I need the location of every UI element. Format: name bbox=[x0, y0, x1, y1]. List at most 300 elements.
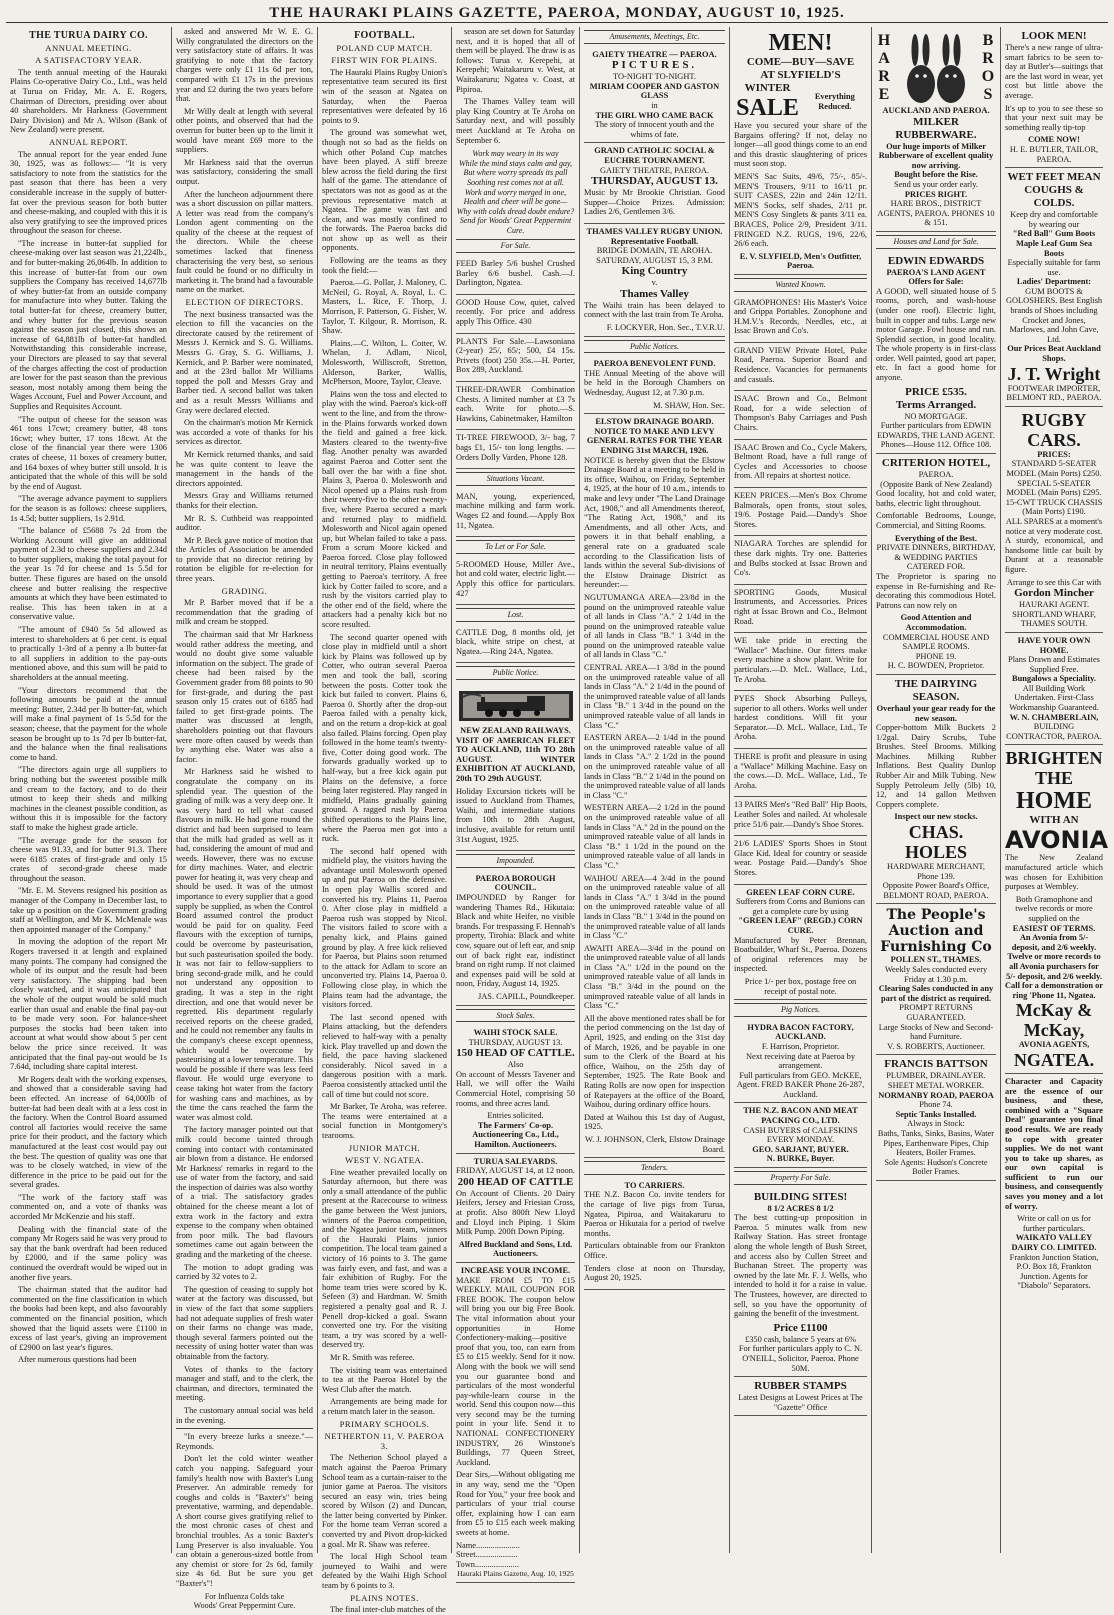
divider bbox=[176, 1428, 313, 1429]
article-subhead: ELECTION OF DIRECTORS. bbox=[185, 297, 304, 308]
ad-title: RUBBER STAMPS bbox=[754, 1380, 847, 1393]
ad-headline: PICTURES. bbox=[611, 59, 698, 72]
ad-merchant: J. T. Wright bbox=[1007, 363, 1101, 384]
ad-date: FRIDAY, AUGUST 14, at 12 noon. bbox=[456, 1166, 575, 1176]
ad-merchant: CHAS. HOLES bbox=[904, 822, 968, 863]
ad-sale: SALE bbox=[736, 95, 799, 121]
public-notice bbox=[584, 414, 725, 1158]
ad-phone: PHONE 19. bbox=[915, 651, 957, 661]
hare-bros-ad bbox=[876, 27, 996, 232]
ad-proprietor: F. Harrison, Proprietor. bbox=[761, 1041, 840, 1051]
ad-title: GRAND CATHOLIC SOCIAL & EUCHRE TOURNAMENT. bbox=[594, 146, 715, 165]
ad-title: INCREASE YOUR INCOME. bbox=[460, 1265, 571, 1275]
ad-title: LOOK MEN! bbox=[1021, 30, 1087, 42]
ad-cta: Call for a demonstration or ring 'Phone 11, Ngatea. bbox=[1005, 981, 1104, 1000]
paragraph: The Hauraki Plains Rugby Union's representative team secured its first win of the season at Ngatea on Saturday, when the Paeroa representatives were defeated by 16 points to 9. bbox=[322, 67, 447, 125]
ad-title: WET FEET MEAN COUGHS & COLDS. bbox=[1007, 171, 1101, 210]
public-notice bbox=[584, 356, 725, 414]
masthead-text: THE HAURAKI PLAINS GAZETTE, PAEROA, MONDAY, AUGUST 10, 1925. bbox=[269, 5, 845, 21]
ad-title: GREEN LEAF CORN CURE. bbox=[746, 887, 855, 897]
classified-category: Property For Sale. bbox=[734, 1171, 867, 1185]
classified-category: Lost. bbox=[456, 608, 575, 622]
ad-body: GUM BOOTS & GOLOSHERS. Best English brands of Shoes including Crocket and Jones, Marlowes, and John Cave, Ltd. bbox=[1005, 286, 1103, 344]
ad-opposite: Opposite Power Board's Office, bbox=[882, 881, 990, 891]
ad-offer: Twelve or more records to all Avonia purchasers for 5/- deposit, and 2/6 weekly. bbox=[1006, 952, 1102, 981]
notice-title: ELSTOW DRAINAGE BOARD. bbox=[595, 417, 714, 427]
paragraph: Arrangements are being made for a return match later in the season. bbox=[322, 1397, 447, 1416]
ad-highlight: Everything of the Best. bbox=[895, 533, 977, 543]
ad-highlight: Bungalows a Speciality. bbox=[1012, 674, 1096, 684]
ad-text: NIAGARA Torches are splendid for these dark nights. Try one. Batteries and Bulbs stocked at Issac Brown and Co's. bbox=[734, 539, 867, 578]
ad-body: Our huge imports of Milker Rubberware of excellent quality now arriving. bbox=[878, 141, 994, 170]
sale-word-group bbox=[736, 82, 799, 121]
ad-text: GRAMOPHONES! His Master's Voice and Grippa Portables. Zonophone and H.M.V.'s Records, Needles, etc., at Issac Brown and Co's. bbox=[734, 297, 867, 336]
paragraph: "Mr. E. M. Stevens resigned his position as manager of the Company in December last, to take up a position on the Government grading staff at Wellington, and Mr K. McMenale was then appointed manager of the Company." bbox=[10, 886, 167, 934]
paragraph: "The balance of £5688 7s 2d from the Working Account will give an additional payment of 2.3d to cheese suppliers and 2.34d to butter suppliers, making the total payout for the year 1s 7d for cheese and 1s 5.5d for butter. These figures are based on the unsold cheese and butter realising the respective amounts at which they have been estimated to realise. This has been taken in at a conservative value. bbox=[10, 526, 167, 622]
ad-highlight: Our Prices Beat Auckland Shops. bbox=[1007, 344, 1101, 364]
notice-body: Tenders close at noon on Thursday, August 20, 1925. bbox=[584, 1263, 725, 1283]
car-ad bbox=[1005, 407, 1103, 633]
ad-title: HOME bbox=[1016, 788, 1092, 815]
ad-body: Especially suitable for farm use. bbox=[1007, 258, 1101, 277]
ad-terms: Terms Arranged. bbox=[895, 398, 977, 411]
ad-price: PRICE £535. bbox=[905, 385, 967, 398]
ad-town: PAEROA. bbox=[918, 470, 954, 480]
paragraph: "The directors again urge all suppliers to bring nothing but the sweetest possible milk and cream to the factory, and to do their utmost to keep their sheds and milking machines in the cleanest possible condition, as without this it is impossible for the factory staff to make the highest grade article. bbox=[10, 765, 167, 832]
paragraph: Mr Willy dealt at length with several other points, and observed that had the overrun for butter been up to the limit it would have meant £69 more to the suppliers. bbox=[176, 106, 313, 155]
ad-body: Don't let the cold winter weather catch you napping. Safeguard your family's health now with Baxter's Lung Preserver. An admirable remedy for coughs and colds is "Baxter's" being preventative, warming, and dependable. A short course gives gratifying relief to the most chronic cases of chest and bronchial troubles. As a tonic Baxter's Lung Preserver is also invaluable. You can obtain a generous-sized bottle from any chemist or store for 2s 6d, family size 4s 6d. But be sure you get "Baxter's"! bbox=[176, 1454, 313, 1589]
paragraph: In moving the adoption of the report Mr Rogers traversed it at length and explained many points. The company had consigned the whole of its output and the result had been very satisfactory. The shipping had been closely watched, and it was anticipated that the whole of the output would be sold much earlier than usual and enable the final pay-out to be made very soon. For balance-sheet purposes the stocks had been taken into account at what would show about 5 per cent below the price since received. It was anticipated that the final pay-out would be 1s 7.64d, including share capital interest. bbox=[10, 937, 167, 1072]
ad-headline: 200 HEAD OF CATTLE bbox=[457, 1175, 574, 1188]
classified-ad bbox=[734, 295, 867, 343]
coupon-footer: Hauraki Plains Gazette, Aug. 10, 1925 bbox=[457, 1569, 574, 1579]
auction-ad bbox=[876, 904, 996, 1055]
ad-acres: 8 1/2 ACRES 8 1/2 bbox=[767, 1203, 834, 1213]
classified-category: Tenders. bbox=[584, 1161, 725, 1175]
ad-subtitle: Overhaul your gear ready for the new season. bbox=[876, 703, 996, 723]
ad-body: Baths, Tanks, Sinks, Basins, Water Pipes, Earthenware Pipes, Chip Heaters, Boiler Frames. bbox=[877, 1128, 995, 1158]
classified-ad bbox=[734, 797, 867, 836]
paragraph: Fine weather prevailed locally on Saturday afternoon, but there was only a small attendance of the public present at the Racecourse to witness the game between the West juniors, winners of the Paeroa competition, and the Ngatea junior team, winners of the Hauraki Plains junior competition. The local team gained a victory of 16 points to 3. The game was fairly even, and fast, and was a fair exhibition of Rugby. For the home team tries were scored by K. Sefeen (3) and Hardman. W. Smith registered a penalty goal and R. J. Penell drop-kicked a goal. Swann converted one try. For the visiting team, a try was scored by a well-deserved try. bbox=[322, 1167, 447, 1350]
ad-headline: Representative Football. bbox=[610, 236, 699, 246]
classified-ad bbox=[734, 488, 867, 536]
ad-title: WAIHI STOCK SALE. bbox=[473, 1028, 558, 1038]
classified-ad bbox=[734, 836, 867, 884]
ad-date: THURSDAY, AUGUST 13. bbox=[591, 175, 718, 188]
paragraph: The visiting team was entertained to tea at the Paeroa Hotel by the West Club after the match. bbox=[322, 1365, 447, 1394]
ad-body: Large Stocks of New and Second-hand Furniture. bbox=[878, 1022, 994, 1042]
column-2 bbox=[172, 27, 318, 1611]
coupon-name-field: Name..................... bbox=[456, 1540, 520, 1550]
ad-body: It's up to you to see these so that your next suit may be something really tip-top bbox=[1005, 103, 1103, 132]
classified-ad bbox=[734, 749, 867, 797]
classified-ad bbox=[456, 382, 575, 430]
notice-dated: Dated at Waihou this 1st day of August, 1925. bbox=[584, 1112, 725, 1132]
paragraph: The final inter-club matches of the bbox=[330, 1605, 446, 1615]
plumber-ad bbox=[876, 1055, 996, 1181]
paragraph: Mr Harkness said that the overrun was satisfactory, considering the small output. bbox=[176, 157, 313, 186]
paragraph: "The average advance payment to suppliers for the season is as follows: cheese suppliers, 1s 4.5d; butter suppliers, 1s 2.91d. bbox=[10, 494, 167, 523]
paragraph: Mr P. Barber moved that if be a recommendation that the grading of milk and cream be stopped. bbox=[176, 598, 313, 627]
ad-address: HAURAKI AGENT. SHORTLAND WHARF, THAMES SOUTH. bbox=[1012, 600, 1096, 629]
ad-body: ALL SPARES at a moment's notice at very moderate cost. bbox=[1005, 516, 1103, 536]
notice-body: NOTICE is hereby given that the Elstow Drainage Board at a meeting to be held in its office, Waihou, on Friday, September 4, 1925, at the hour of 10 a.m., intends to make and levy under "The Land Drainage Act, 1908," and all Amendments thereof, "The Rating Act, 1908," and its Amendments, and all other Acts, and powers it in that behalf enabling, a general rate on a graduated scale according to the Classification lists of lands within the several Sub-divisions of the Elstow Drainage District as hereunder:— bbox=[584, 455, 725, 590]
notice-rate: WAIHOU AREA—4 3/4d in the pound on the unimproved rateable value of all lands in Class "A." 1 3/4d in the pound on the unimproved rateable value of all lands in Class "B." 1 3/4d in the pound on the unimproved rateable value of all lands in Class "C." bbox=[584, 873, 725, 941]
classified-category: Impounded. bbox=[456, 854, 575, 868]
hardware-ad bbox=[876, 675, 996, 905]
land-agent-ad bbox=[876, 252, 996, 455]
paragraph: The second half opened with midfield play, the visitors having the advantage until Molesworth opened up and put Paeroa on the defensive. In open play Wallis scored and converted his try. Plains 11, Paeroa 0. After close play in midfield a Paeroa rush was stopped by Nicol. The visitors failed to score with a penalty kick, and Plains gained ground by play. A free kick relieved for Paeroa, but Plains soon returned to the attack for Adlam to score an unconverted try. Plains 14, Paeroa 0. Following close play, in which the Plains team had the advantage, the visitors forced. bbox=[322, 846, 447, 1010]
paragraph: The Netherton School played a match against the Paeroa Primary School team as a curtain-raiser to the junior game at Paeroa. The visitors secured an easy win, tries being scored by Wilson (2) and Duncan, the latter being converted by Pinker. For the home team Verran scored a converted try and Pivott drop-kicked a goal. Mr R. Shaw was referee. bbox=[322, 1453, 447, 1549]
ad-body: There's a new range of ultra-smart fabrics to be seen to-day at Butler's—suitings that are the last word in wear, yet cost but little above the average. bbox=[1005, 43, 1103, 100]
ad-signature: F. LOCKYER, Hon. Sec., T.V.R.U. bbox=[606, 323, 725, 333]
ad-title: THE DAIRYING SEASON. bbox=[894, 677, 978, 703]
ad-body: Clearing Sales conducted in any part of the district as required. bbox=[878, 984, 994, 1003]
tender-notice bbox=[584, 1178, 725, 1290]
ad-cast: MIRIAM COOPER AND GASTON GLASS bbox=[589, 81, 720, 101]
ad-winter: WINTER bbox=[744, 82, 791, 94]
ad-mortgage: NO MORTGAGE. bbox=[904, 411, 968, 421]
ad-price-list: STANDARD 5-SEATER MODEL (Main Ports) £250. SPECIAL 5-SEATER MODEL (Main Ports) £295. 15-CWT TRUCK CHASSIS (Main Ports) £190. bbox=[1005, 459, 1103, 517]
notice-body: THE N.Z. Bacon Co. invite tenders for the cartage of live pigs from Turua, Ngatea, Pipiroa, and Waitakaruru to Paeroa or Hikutaia for a period of twelve months. bbox=[584, 1190, 725, 1238]
notice-title: PAEROA BOROUGH COUNCIL. bbox=[475, 873, 556, 893]
paragraph: Mr R. Smith was referee. bbox=[330, 1352, 415, 1362]
ad-body: Have you secured your share of the Bargains offering? If not, delay no longer—all good things come to an end and this drastic slaughtering of prices must soon stop. bbox=[734, 121, 867, 169]
paragraph: "The output of cheese for the season was 461 tons 17cwt; creamery butter, 48 tons 16cwt; whey butter, 17 tons 18cwt. At the close of the financial year there were 1306 crates of cheese, 11 boxes of creamery butter, and 164 boxes of whey butter still unsold. It is anticipated that the whole of this will be sold by the end of August. bbox=[10, 414, 167, 491]
paragraph: The factory manager pointed out that milk could become tainted through coming into contact with contaminated air blown from a distance. He endorsed Mr Harkness' remarks in regard to the use of water from the factory, and said the inspection of dairies was also worthy of a trial. The satisfactory grades obtained for the cheese meant a lot of extra work in the factory and extra expense to the company when obtained from poor milk. The bad flavours sometimes came out again between the grading and the marketing of the cheese. bbox=[176, 1125, 313, 1260]
ad-merchant: W. N. CHAMBERLAIN, bbox=[1009, 712, 1099, 722]
notice-title: NEW ZEALAND RAILWAYS. bbox=[460, 726, 571, 736]
ad-merchant-type: HARDWARE MERCHANT, bbox=[886, 862, 985, 872]
ad-body: Plans Drawn and Estimates Supplied Free. bbox=[1008, 655, 1100, 674]
paragraph: asked and answered Mr W. E. G. Willy congratulated the directors on the very satisfactory state of affairs. It was gratifying to note that the factory charges were only £1 11s 6d per ton, compared with £1 17s in the previous year and £2 during the two years before that. bbox=[176, 27, 313, 104]
impound-notice bbox=[456, 871, 575, 1006]
ad-text: 21/6 LADIES' Sports Shoes in Stout Glace Kid. Ideal for country or seaside wear. Postage Paid.—Dandy's Shoe Stores. bbox=[734, 839, 867, 877]
ad-body: Sufferers from Corns and Bunions can get a complete cure by using bbox=[736, 897, 865, 916]
ad-body: The best cutting-up proposition in Paeroa. 5 minutes walk from new Railway Station. Has street frontage along the whole length of Bush Street, and access also by Cullen Street and Buchanan Street. The property was owned by the late Mr. F. J. Wells, who intended to hold it for a raise in value. The Trustees, however, are directed to sell, so you have the opportunity of gaining the benefit of the investment. bbox=[734, 1213, 867, 1319]
ad-entries: Entries solicited. bbox=[487, 1111, 544, 1121]
paragraph: After numerous questions had been bbox=[18, 1355, 137, 1365]
ad-tonight: TO-NIGHT TO-NIGHT. bbox=[613, 72, 696, 82]
coupon-town-field: Town..................... bbox=[456, 1559, 519, 1569]
social-ad bbox=[584, 143, 725, 224]
ad-title: CRITERION HOTEL, bbox=[881, 457, 991, 470]
notice-headline: VISIT OF AMERICAN FLEET TO AUCKLAND, 11th TO 28th AUGUST. WINTER EXHIBITION AT AUCKLAND, 20th TO 29th AUGUST. bbox=[456, 735, 575, 784]
ad-body: A GOOD, well situated house of 5 rooms, porch, and wash-house (under one roof). Electric light, built in copper and tubs. Large new motor Garage. Fowl house and run. Splendid section, in good locality. The whole property is in first-class order. Well painted, good art paper, etc. In fact a good home for anyone. bbox=[876, 286, 996, 383]
ad-body: Music by Mr Brookie Christian. Good Supper—Choice Prizes. Admission: Ladies 2/6, Gentlemen 3/6. bbox=[584, 188, 725, 217]
paragraph: "The average grade for the season for cheese was 91.33, and for butter 91.3. There were 6185 crates of first-grade and only 15 crates of second-grade cheese made throughout the season. bbox=[10, 835, 167, 883]
ad-body: The Waihi train has been delayed to connect with the last train from Te Aroha. bbox=[584, 300, 725, 320]
paragraph: Plains.—C. Wilton, L. Cotter, W. Whelan, J. Adlam, Nicol, Molesworth, Williscroft, Stretton, Alderson, Barker, Wallis, McPherson, Moore, Taylor, Cleave. bbox=[322, 338, 447, 387]
paragraph: The next business transacted was the election to fill the vacancies on the directorate caused by the retirement of Messrs J. Kernick and S. G. Williams. Messrs G. Gray, S. G. Williams, J. Kernick, and P. Barber were nominated, and at the 23rd ballot Mr Williams topped the poll and Messrs Gray and Barber tied. A second ballot was taken and as a result Messrs Williams and Gray were declared elected. bbox=[176, 309, 313, 415]
classified-ad bbox=[456, 489, 575, 537]
slyfield-ad bbox=[734, 27, 867, 275]
ad-text: ISAAC Brown and Co., Belmont Road, for a wide selection of Thompson's Baby Carriages and Push Chairs. bbox=[734, 394, 867, 433]
paragraph: "The work of the factory staff was commented on, and a vote of thanks was accorded Mr McKenzie and his staff. bbox=[10, 1192, 167, 1222]
ad-text: FEED Barley 5/6 bushel Crushed Barley 6/6 bushel. Cash.—J. Darlington, Ngatea. bbox=[456, 259, 575, 288]
ad-text: 5-ROOMED House, Miller Ave., hot and cold water, electric light.—Apply this office for particulars. 427 bbox=[456, 559, 575, 598]
ad-prices: PRICES RIGHT. bbox=[904, 189, 968, 199]
ad-address: BELMONT ROAD, PAEROA. bbox=[883, 890, 989, 900]
columns bbox=[6, 27, 1109, 1615]
ad-title: FRANCIS BATTSON bbox=[884, 1058, 988, 1071]
paragraph: The Thames Valley team will play King Country at Te Aroha on Saturday next, and will possibly meet Auckland at Te Aroha on September 6. bbox=[456, 97, 575, 145]
column-6 bbox=[730, 27, 872, 1553]
ad-date: SATURDAY, AUGUST 15, 3 P.M. bbox=[596, 255, 713, 265]
ad-body: A sturdy, economical, and handsome little car built by Durant at a reasonable figure. bbox=[1005, 536, 1103, 574]
paragraph: Messrs Gray and Williams returned thanks for their election. bbox=[176, 491, 313, 510]
classified-ad bbox=[734, 633, 867, 691]
notice-body: THE Annual Meeting of the above will be held in the Borough Chambers on Wednesday, August 12, at 7.30 p.m. bbox=[584, 368, 725, 398]
classified-category: Houses and Land for Sale. bbox=[876, 235, 996, 249]
ad-list: MEN'S Sac Suits, 49/6, 75/-, 85/-. MEN'S Trousers, 9/11 to 16/11 pr. SUIT CASES, 22in and 24in 12/11. MEN'S Socks, self shades, 2/11 pr. MEN'S Cosy Singlets & pants 3/11 ea. BRACES, Police 2/9, President 3/11. FRINGED N.Z. RUGS, 19/6, 22/6, 26/6 each. bbox=[734, 171, 867, 249]
paragraph: "The amount of £940 5s 5d allowed as interest to shareholders at 6 per cent. is equal to practically 1-3rd of a penny a lb butter-fat to all suppliers in addition to the pay-outs mentioned above, and this sum will be paid to shareholders at the annual meeting. bbox=[10, 625, 167, 682]
article-subhead: NETHERTON 11, V. PAEROA 3. bbox=[324, 1431, 445, 1451]
ad-team: Thames Valley bbox=[620, 287, 689, 300]
ad-town: NGATEA. bbox=[1013, 1049, 1095, 1070]
ad-signature: GEO. SARJANT, BUYER. bbox=[752, 1144, 849, 1154]
paragraph: Dealing with the financial state of the company Mr Rogers said he was very proud to say that the bank overdraft had been reduced by £2000, and if the same policy was continued the overdraft would be wiped out in another five years. bbox=[10, 1224, 167, 1282]
coupon-ad bbox=[456, 1263, 575, 1583]
ad-also: Also bbox=[507, 1060, 524, 1070]
paragraph: Mr Rogers dealt with the working expenses, and showed that a considerable saving had been effected. An increase of 64,000lb of butter-fat had been dealt with at a less cost in the factory. When the Control Board assumed control all factories would receive the same price for their product, and the factory which manufactured at the least cost would pay out the best. The question of quality was one that was to be closely watched, in view of the difference in the price to be paid out for the several grades. bbox=[10, 1074, 167, 1190]
ad-body: Sole Agents: Hudson's Concrete Boiler Frames. bbox=[884, 1157, 988, 1177]
logo-bros-letters: BROS bbox=[981, 32, 995, 103]
masthead bbox=[6, 4, 1108, 23]
classified-category: Public Notice. bbox=[456, 666, 575, 680]
ad-text: WE take pride in erecting the "Wallace" Machine. Our fitters make every machine a show plant. Write for particulars.—D. McL. Wallace, Ltd., Te Aroha. bbox=[734, 636, 867, 684]
ad-text: SPORTING Goods, Musical Instruments, and Accessories. Prices right at Issac Brown and Co., Belmont Road. bbox=[734, 587, 867, 626]
ad-text: THREE-DRAWER Combination Chests. A limited number at £3 7s each. Write for photo.—S. Hawkins, Cabinetmaker, Hamilton bbox=[456, 385, 575, 423]
ad-film: THE GIRL WHO CAME BACK bbox=[595, 110, 714, 120]
ad-phone: Phone 139. bbox=[917, 871, 955, 881]
ad-body: On account of Messrs Tavener and Hall, we will offer the Waihi Commercial Hotel, comprising 50 rooms, and three acres land. bbox=[456, 1069, 575, 1108]
ad-price: Price 1/- per box, postage free on receipt of postal note. bbox=[744, 976, 857, 996]
article-subhead: ANNUAL REPORT. bbox=[48, 136, 129, 147]
ad-prices-label: PRICES: bbox=[1037, 449, 1071, 459]
ad-cta: COME NOW! bbox=[1028, 135, 1080, 145]
notice-signature: W. J. JOHNSON, Clerk, Elstow Drainage Board. bbox=[585, 1134, 725, 1154]
ad-title: TURUA SALEYARDS. bbox=[473, 1156, 558, 1166]
tailor-ad bbox=[1005, 27, 1103, 168]
classified-ad bbox=[734, 391, 867, 439]
ad-title: RUGBY CARS. bbox=[1021, 409, 1087, 450]
ad-address: Frankton Junction Station, P.O. Box 18, Frankton Junction. Agents for "Diabolo" Separators. bbox=[1009, 1252, 1099, 1291]
locomotive-illustration bbox=[456, 688, 575, 724]
notice-rate: WESTERN AREA—2 1/2d in the pound on the unimproved rateable value of all lands in Class "A." 2d in the pound on the unimproved rateable value of all lands in Class "B." 1 1/2d in the pound on the unimproved rateable value of all lands in Class "C." bbox=[584, 803, 725, 870]
notice-body: IMPOUNDED by Ranger for wandering Thames Rd., Hikutaia: Black and white Heifer, no visible brands. For trespassing F. Hennah's property, Tirohia: Black and white cow, square out of left ear, and snip out of back right ear, indistinct brand on right rump. If not claimed and expenses paid will be sold at noon, Friday, August 14, 1925. bbox=[456, 892, 575, 989]
article-subhead: PLAINS NOTES. bbox=[350, 1592, 419, 1603]
ad-body: Dear Sirs,—Without obligating me in any way, send me the "Open Road for You," your free book and particulars of your trial course offer, explaining how I can earn from £5 to £15 each week making sweets at home. bbox=[456, 1470, 575, 1537]
classified-ad bbox=[456, 557, 575, 605]
ad-signature: Alfred Buckland and Sons, Ltd. Auctioneers. bbox=[458, 1239, 573, 1259]
ad-title: GAIETY THEATRE — PAEROA. bbox=[592, 49, 717, 59]
ad-product: "Red Ball" Gum Boots Maple Leaf Gum Sea Boots bbox=[1012, 229, 1096, 258]
ad-body: Weekly Sales conducted every Friday at 1.30 p.m. bbox=[884, 965, 988, 984]
ad-merchant: McKay & McKay, bbox=[1015, 1000, 1093, 1041]
ad-headline: "In every breeze lurks a sneeze."—Reymonds. bbox=[176, 1432, 313, 1451]
ad-inspect: Inspect our new stocks. bbox=[894, 812, 978, 822]
classified-category: Pig Notices. bbox=[734, 1003, 867, 1017]
ad-product: "GREEN LEAF" (REGD.) CORN CURE. bbox=[738, 916, 863, 935]
paragraph: "The increase in butter-fat supplied for cheese-making over last season was 21,224lb., and for butter-making 26,064lb. In addition to this increase of butter-fat from our own suppliers the Company has received 14,677lb of whey butter-fat from an outside company for manufacture into whey butter. Taking the total butter-fat for cheese, creamery butter, and whey butter for the previous season against the season just closed, this shows an increase of 64,881lb of butter-fat handled. Notwithstanding this considerable increase, your Directors are pleased to say that several of the charges affecting the cost of production are lower for the past season than the previous season, most notably among them being the Wages Account, Fuel and Power Account, and Supplies and Requisites Account. bbox=[10, 238, 167, 411]
notice-rate: NGUTUMANGA AREA—23/8d in the pound on the unimproved rateable value of all lands in Class "A." 2 1/4d in the pound on the unimproved rateable value of all lands in Class "B." 1 3/4d in the pound on the unimproved rateable value of all lands in Class "C." bbox=[584, 592, 725, 660]
ad-title: THE N.Z. BACON AND MEAT PACKING CO., LTD. bbox=[743, 1106, 858, 1126]
ad-offer: An Avonia from 5/- deposit, and 2/6 weekly. bbox=[1011, 933, 1097, 952]
ad-body: PRIVATE DINNERS, BIRTHDAY, & WEDDING PARTIES CATERED FOR. bbox=[876, 543, 996, 572]
ad-text: TI-TREE FIREWOOD, 3/- bag, 7 bags £1, 15/- ton long lengths. —Orders Dolly Varden, Phone 128. bbox=[456, 433, 575, 462]
ad-slogan: COME—BUY—SAVE bbox=[746, 56, 855, 68]
ad-title: THAMES VALLEY RUGBY UNION. bbox=[586, 226, 723, 236]
ad-venue: GAIETY THEATRE, PAEROA. bbox=[599, 165, 710, 175]
ad-signature: The Farmers' Co-op. Auctioneering Co., Ltd., Hamilton. Auctioneers. bbox=[472, 1120, 559, 1150]
paragraph: On the chairman's motion Mr Kernick was accorded a vote of thanks for his services as director. bbox=[176, 418, 313, 447]
rugby-union-ad bbox=[584, 224, 725, 337]
ad-signature: E. V. SLYFIELD, Men's Outfitter, Paeroa. bbox=[739, 251, 862, 271]
ad-text: THERE is profit and pleasure in using a "Wallace" Milking Machine. Easy on the cows.—D. McL. Wallace, Ltd., Te Aroha. bbox=[734, 752, 867, 790]
ad-tagline: The story of innocent youth and the whims of fate. bbox=[594, 120, 715, 139]
rubber-stamps-ad bbox=[734, 1377, 867, 1416]
railways-notice bbox=[456, 683, 575, 851]
paragraph: The ground was somewhat wet, though not so bad as the fields on which other Poland Cup matches have been played. A stiff breeze blew across the field during the first half of the game. The attendance of spectators was not as good as at the previous representative match at Ngatea. The game was fast and clean, and was mostly confined to the forwards. The Paeroa backs did not show up as well as their opponents. bbox=[322, 128, 447, 253]
classified-category: Public Notices. bbox=[584, 340, 725, 354]
ad-signature: H. E. BUTLER, TAILOR, PAEROA. bbox=[1009, 144, 1099, 164]
paragraph: Mr Harkness said he wished to congratulate the company on its splendid year. The question of the grading of milk was a very deep one. It was very hard to tell what caused flavours in milk. He had gone round the district and had been surprised to learn that the milk had graded as well as it had, considering the amount of mud and weeds. However, there was no excuse for dirty machines. Water, and electric power for heating it, was very cheap and should be used. It was of the utmost importance to every supplier that a good supply be supplied, as when the Control Board assumed control the product would be paid for on quality. Feed flavours with the exception of turnips, could be overcome by pasteurisation, but such pasteurisation spoiled the body. It was not fair to fellow-suppliers to bring second-grade milk, and he could not understand any opposition to grading. It was a step in the right direction, and one that would never be regretted. His department regularly received reports on the cheese graded, and he could not remember any faults in the company's cheese except openness, which would be overcome by pasteurising at a lower temperature. This would be possible if there was less feed flavour. He would urge everyone to cease taking hot water from the factory for washing cans and machines, as by the time the cans reached the farm the water was almost cold. bbox=[176, 767, 313, 1122]
notice-signature: M. SHAW, Hon. Sec. bbox=[653, 400, 725, 410]
ad-versus: v. bbox=[651, 278, 658, 288]
paragraph: Mr Kernick returned thanks, and said he was quite content to leave the management in the hands of the directors appointed. bbox=[176, 449, 313, 488]
classified-ad bbox=[734, 536, 867, 584]
ad-body: Copper-bottom Milk Buckets 2 1/2gal. Dairy Scrubs, Tube Brushes. Steel Brooms. Milking Machines. Milking Rubber Inflations. Best Quality Dunlop Rubber Air and Milk Tubing. New Supply Petroleum Jelly (5lb) 10, 12, and 14 gallon Methven Coppers complete. bbox=[876, 723, 996, 809]
stock-sale-ad bbox=[456, 1154, 575, 1263]
article-subhead: JUNIOR MATCH. bbox=[348, 1142, 421, 1153]
paragraph: Votes of thanks to the factory manager and staff, and to the clerk, the chairman, and directors, terminated the meeting. bbox=[176, 1364, 313, 1403]
ad-body: Next receiving date at Paeroa by arrangement. bbox=[745, 1051, 856, 1071]
ad-title: WAIKATO VALLEY DAIRY CO. LIMITED. bbox=[1011, 1233, 1097, 1253]
ad-text: CATTLE Dog, 8 months old, jet black, white stripe on chest, at Ngatea.—Ring 24A, Ngatea. bbox=[456, 627, 575, 656]
footwear-ad bbox=[1005, 168, 1103, 407]
article-subhead: A SATISFACTORY YEAR. bbox=[35, 55, 142, 66]
notice-rate: CENTRAL AREA—1 3/8d in the pound on the unimproved rateable value of all lands in Class "A." 2 1/4d in the pound of the unimproved rateable value of all lands in Class "B." 1 3/4d in the pound on the unimproved rateable value of all lands in Class "C." bbox=[584, 663, 725, 730]
paragraph: The annual report for the year ended June 30, 1925, was as follows:— "It is very satisfactory to note from the statistics for the past season that there has been a very considerable increase in the supply of butter-fat over the previous season for both butter and cheese-making, and coupled with this it is also very gratifying to see the improved prices throughout the season for cheese. bbox=[10, 149, 167, 236]
classified-ad bbox=[456, 430, 575, 469]
classified-ad bbox=[456, 256, 575, 295]
article-subhead: GRADING. bbox=[221, 585, 268, 596]
ad-headline: MEN! bbox=[768, 30, 833, 56]
paragraph: Plains won the toss and elected to play with the wind. Paeroa's kick-off went to the line, and from the throw-in the Plains forwards worked down the field and gained a free kick. Masters cleared to the twenty-five flag. Another penalty was awarded against Paeroa and Cotter sent the ball over the bar with a fine shot. Plains 3, Paeroa 0. Molesworth and Nicol opened up a Plains rush from their twenty-five to the other twenty-five, where Paeroa secured a mark and returned play to midfield. Molesworth and Nicol again opened up, but Whelan failed to take a pass. From a scrum Moore kicked and Paeroa forced. Close play followed in neutral territory, Plains eventually getting to Paeroa's territory. A free kick by Cotter failed to score, and a rush by the visitors carried play to the other end of the field, where the attackers had a penalty kick but no score resulted. bbox=[322, 389, 447, 630]
column-7 bbox=[872, 27, 1001, 1553]
ad-signature: For further particulars apply to C. N. O'NEILL, Solicitor, Paeroa. Phone 50M. bbox=[738, 1344, 863, 1373]
dairy-company-ad bbox=[1005, 1074, 1103, 1294]
ad-tagline: For Influenza Colds take bbox=[204, 1591, 285, 1601]
ad-headline: 150 HEAD OF CATTLE. bbox=[456, 1047, 575, 1060]
ad-body: Keep dry and comfortable by wearing our bbox=[1010, 210, 1098, 229]
classified-ad bbox=[456, 625, 575, 664]
notice-title: TO CARRIERS. bbox=[624, 1180, 685, 1190]
logo-hare-letters: HARE bbox=[877, 32, 891, 103]
ad-body: PROMPT RETURNS GUARANTEED. bbox=[899, 1003, 973, 1022]
ad-text: PLANTS For Sale.—Lawsoniana (2-year) 25/, 65/; 500, £4 15s. Privets (foot) 250 35s.—H. Porter, Box 289, Auckland. bbox=[456, 336, 575, 375]
ad-title: The People's Auction and Furnishing Co bbox=[880, 907, 992, 956]
column-4 bbox=[452, 27, 580, 1579]
ad-offers: Offers for Sale: bbox=[908, 277, 964, 287]
ad-subtitle: PLUMBER, DRAINLAYER. SHEET METAL WORKER. bbox=[886, 1071, 986, 1090]
article-subhead: POLAND CUP MATCH. bbox=[336, 42, 433, 53]
ad-body: Always in Stock: bbox=[907, 1119, 965, 1129]
bacon-company-ad bbox=[734, 1103, 867, 1168]
notice-signature: JAS. CAPILL, Poundkeeper. bbox=[477, 991, 575, 1001]
article-subhead: PRIMARY SCHOOLS. bbox=[339, 1418, 430, 1429]
column-3 bbox=[318, 27, 452, 1615]
ad-cta: Write or call on us for further particulars. bbox=[1017, 1214, 1091, 1233]
ad-signature: H. C. BOWDEN, Proprietor. bbox=[887, 661, 985, 671]
stock-sale-ad bbox=[456, 1025, 575, 1154]
ad-reduced: Everything Reduced. bbox=[814, 91, 855, 111]
theatre-ad bbox=[584, 47, 725, 144]
paragraph: season are set down for Saturday next, and it is hoped that all of them will be played. The draw is as follows: Turua v. Kerepehi, at Kerepehi; Waitakaruru v. West, at Waitakaruru; Ngatea v. Coast, at Pipiroa. bbox=[456, 27, 575, 94]
ad-subtitle: PAEROA'S LAND AGENT bbox=[886, 267, 986, 277]
classified-ad bbox=[456, 295, 575, 334]
ad-price: Price £1100 bbox=[773, 1321, 828, 1334]
ad-text: MAN, young, experienced, machine milking and farm work. Wages £2 and found.—Apply Box 11, Ngatea. bbox=[456, 491, 575, 530]
ad-brand: AVONIA bbox=[1005, 826, 1109, 855]
classified-category: Stock Sales. bbox=[456, 1009, 575, 1023]
ad-text: GOOD House Cow, quiet, calved recently. For price and address apply This Office. 430 bbox=[456, 297, 575, 327]
column-8 bbox=[1001, 27, 1107, 1553]
ad-venue: BRIDGE DOMAIN, TE AROHA. bbox=[596, 246, 713, 256]
classified-category: Amusements, Meetings, Etc. bbox=[584, 30, 725, 44]
paragraph: Mr P. Beck gave notice of motion that the Articles of Association be amended to provide that no director retiring by rotation be eligible for re-election for three years. bbox=[176, 535, 313, 584]
classified-category: Wanted Known. bbox=[734, 278, 867, 292]
ad-title: HYDRA BACON FACTORY, AUCKLAND. bbox=[747, 1022, 854, 1042]
ad-body: MAKE FROM £5 TO £15 WEEKLY. MAIL COUPON FOR FREE BOOK. The coupon below will bring you our big Free Book. The vital information about your opportunities in Home Confectionery-making—positive proof that you, too, can earn from £5 to £15 weekly. Send for it now. Along with the book we will send you our guarantee bond and particulars of the most wonderful pay-while-learn course in the world. Send this coupon now—this very second may be the turning point in your life. Send it to NATIONAL CONFECTIONERY INDUSTRY, 26 Winstone's Buildings, 77 Queen Street, Auckland. bbox=[456, 1275, 575, 1467]
paragraph: The local High School team journeyed to Waihi and were defeated by the Waihi High School team by 6 points to 3. bbox=[322, 1552, 447, 1591]
bacon-factory-ad bbox=[734, 1020, 867, 1104]
notice-rate: EASTERN AREA—2 1/4d in the pound on the unimproved rateable value of all lands in Class "A." 2 1/2d in the pound on the unimproved rateable value of all lands in Class "B." 2 1/4d in the pound on the unimproved rateable value of all lands in Class "C." bbox=[584, 733, 725, 800]
ad-subtitle: Ladies' Department: bbox=[1016, 277, 1092, 287]
builder-ad bbox=[1005, 633, 1103, 746]
ad-phone: Phone 74. bbox=[919, 1100, 953, 1110]
paragraph: Mr Barker, Te Aroha, was referee. The teams were entertained at a social function in Montgomery's tearooms. bbox=[322, 1102, 447, 1140]
ad-body: Full particulars from GEO. McKEE, Agent. FRED BAKER Phone 26-287, Auckland. bbox=[736, 1070, 865, 1099]
ad-send: Send us your order early. bbox=[894, 179, 978, 189]
notice-body: Holiday Excursion tickets will be issued to Auckland from Thames, Waihi, and intermediate stations from 10th to 28th August, inclusive, available for return until 31st August, 1925. bbox=[456, 786, 575, 844]
hare-bros-logo bbox=[876, 32, 996, 106]
sale-banner bbox=[734, 82, 867, 121]
paragraph: "Your directors recommend that the following amounts be paid at the annual meeting: Butter, 2.34d per lb butter-fat, which will make a final payment of 1s 5.5d for the season; cheese, that the payment for the whole season be brought up to 1s 7d per lb butter-fat, and the balance when the final realisations come to hand. bbox=[10, 685, 167, 762]
paragraph: Paeroa.—G. Pollar, J. Maloney, C. McNeil, G. Royal, A. Royal, L. C. Masters, L. Rice, F. Thorp, J. Morrison, F. Patterson, G. Fisher, W. Taylor, T. Kilgour, R. Morrison, R. Shaw. bbox=[322, 278, 447, 336]
ad-title: BRIGHTEN THE bbox=[1005, 748, 1103, 789]
paragraph: The chairman said that Mr Harkness would rather address the meeting, and would no doubt give some valuable information on the subject. The grade of cheese had been raised by the Government grader from 88 points to 90 for first-grade, and during the past season only 15 crates out of 6185 had failed to get first-grade points. The matter was discussed at length, shareholders pointing out that flavours were more often caused by weeds than by anything else. Water was also a factor. bbox=[176, 630, 313, 764]
paragraph: Mr R. S. Cuthbeid was reappointed auditor. bbox=[176, 513, 313, 533]
ad-address: BUILDING CONTRACTOR, PAEROA. bbox=[1006, 722, 1102, 741]
ad-title: WITH AN bbox=[1029, 814, 1079, 827]
ad-highlight: EASIEST OF TERMS. bbox=[1012, 923, 1096, 933]
ad-town: AUCKLAND AND PAEROA. bbox=[882, 106, 990, 115]
ad-body: The Proprietor is sparing no expense in Re-furnishing and Re-decorating this commodious Hotel. Patrons can now rely on bbox=[876, 571, 996, 610]
ad-text: PYES Shock Absorbing Pulleys, superior to all others. Works well under hardest conditions. Will fit your Separator.—D. McL. Wallace, Ltd., Te Aroha. bbox=[734, 694, 867, 742]
ad-team: King Country bbox=[621, 265, 688, 278]
paragraph: The question of ceasing to supply hot water at the factory was discussed, but in view of the fact that some suppliers had not adequate supplies of fresh water on their farms no change was made, though several farmers pointed out the necessity of using hotter water than was obtainable from the factory. bbox=[176, 1284, 313, 1361]
ad-body: All Building Work Undertaken. First-Class Workmanship Guaranteed. bbox=[1009, 683, 1099, 713]
paragraph: The motion to adopt grading was carried by 32 votes to 2. bbox=[176, 1262, 313, 1282]
article-subhead: WEST V. NGATEA. bbox=[345, 1155, 424, 1166]
ad-address: FOOTWEAR IMPORTER, BELMONT RD., PAEROA. bbox=[1006, 383, 1102, 403]
ad-title: HAVE YOUR OWN HOME. bbox=[1017, 635, 1091, 655]
ad-body: Comfortable Bedrooms, Lounge, Commercial, and Sitting Rooms. bbox=[876, 511, 996, 530]
ad-title: MILKER RUBBERWARE. bbox=[895, 115, 977, 141]
poem: Work may weary in its way While the mind stays calm and gay, But where worry spreads its pall Soothing rest comes not at all. Work and worry merged in one, Health and cheer will be gone— Why with colds dread doubt endure? Send for Woods' Great Peppermint Cure. bbox=[456, 149, 575, 235]
